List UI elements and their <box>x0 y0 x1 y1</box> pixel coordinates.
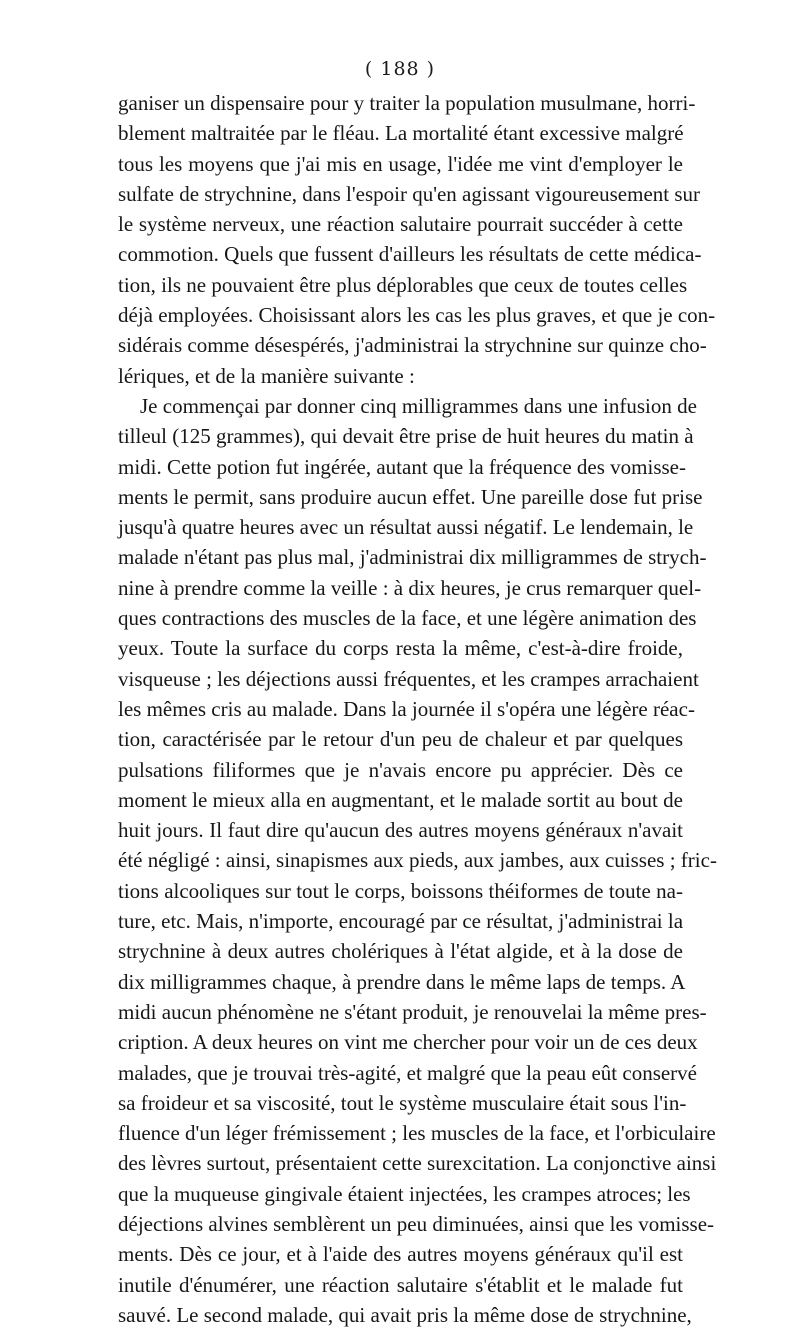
text-line: dix milligrammes chaque, à prendre dans le même laps de temps. A <box>118 969 686 994</box>
text-line: malades, que je trouvai très-agité, et malgré que la peau eût conservé <box>118 1060 697 1085</box>
text-line: sulfate de strychnine, dans l'espoir qu'en agissant vigoureusement sur <box>118 181 701 206</box>
text-line: lériques, et de la manière suivante : <box>118 363 415 388</box>
text-line: moment le mieux alla en augmentant, et le malade sortit au bout de <box>118 787 683 812</box>
text-line: tion, ils ne pouvaient être plus déplorables que ceux de toutes celles <box>118 272 688 297</box>
text-line: pulsations filiformes que je n'avais encore pu apprécier. Dès ce <box>118 757 683 782</box>
text-line: commotion. Quels que fussent d'ailleurs les résultats de cette médica- <box>118 242 702 267</box>
text-line: tions alcooliques sur tout le corps, boissons théiformes de toute na- <box>118 878 683 903</box>
text-line: jusqu'à quatre heures avec un résultat aussi négatif. Le lendemain, le <box>118 515 694 540</box>
text-line: été négligé : ainsi, sinapismes aux pieds, aux jambes, aux cuisses ; fric- <box>118 848 717 873</box>
text-line: fluence d'un léger frémissement ; les muscles de la face, et l'orbiculaire <box>118 1121 716 1146</box>
text-line: yeux. Toute la surface du corps resta la même, c'est-à-dire froide, <box>118 636 683 661</box>
text-line: strychnine à deux autres cholériques à l'état algide, et à la dose de <box>118 939 683 964</box>
body-text <box>118 88 717 1330</box>
text-line: ganiser un dispensaire pour y traiter la population musulmane, horri- <box>118 91 696 115</box>
text-line: tous les moyens que j'ai mis en usage, l'idée me vint d'employer le <box>118 151 683 176</box>
text-line: visqueuse ; les déjections aussi fréquentes, et les crampes arrachaient <box>118 666 699 691</box>
text-line: blement maltraitée par le fléau. La mortalité étant excessive malgré <box>118 121 684 146</box>
text-line: le système nerveux, une réaction salutaire pourrait succéder à cette <box>118 212 683 237</box>
text-line: sidérais comme désespérés, j'administrai la strychnine sur quinze cho- <box>118 333 707 358</box>
text-line: que la muqueuse gingivale étaient injectées, les crampes atroces; les <box>118 1181 691 1206</box>
text-line: les mêmes cris au malade. Dans la journée il s'opéra une légère réac- <box>118 696 695 721</box>
text-line: Je commençai par donner cinq milligrammes dans une infusion de <box>140 393 697 418</box>
text-line: ture, etc. Mais, n'importe, encouragé par ce résultat, j'administrai la <box>118 909 684 934</box>
text-line: tion, caractérisée par le retour d'un peu de chaleur et par quelques <box>118 727 683 752</box>
text-line: sauvé. Le second malade, qui avait pris la même dose de strychnine, <box>118 1302 692 1327</box>
text-line: tilleul (125 grammes), qui devait être prise de huit heures du matin à <box>118 424 694 449</box>
text-line: nine à prendre comme la veille : à dix heures, je crus remarquer quel- <box>118 575 702 600</box>
text-line: déjections alvines semblèrent un peu diminuées, ainsi que les vomisse- <box>118 1211 715 1236</box>
text-line: déjà employées. Choisissant alors les cas les plus graves, et que je con- <box>118 303 716 328</box>
text-line: cription. A deux heures on vint me chercher pour voir un de ces deux <box>118 1030 698 1055</box>
text-line: ments le permit, sans produire aucun effet. Une pareille dose fut prise <box>118 484 703 509</box>
page-number: ( 188 ) <box>364 58 436 80</box>
text-line: des lèvres surtout, présentaient cette surexcitation. La conjonctive ainsi <box>118 1151 717 1176</box>
text-line: midi. Cette potion fut ingérée, autant que la fréquence des vomisse- <box>118 454 686 479</box>
text-line: inutile d'énumérer, une réaction salutaire s'établit et le malade fut <box>118 1272 683 1297</box>
text-line: midi aucun phénomène ne s'étant produit, je renouvelai la même pres- <box>118 999 707 1024</box>
text-line: sa froideur et sa viscosité, tout le système musculaire était sous l'in- <box>118 1090 687 1115</box>
text-line: ments. Dès ce jour, et à l'aide des autres moyens généraux qu'il est <box>118 1242 683 1267</box>
text-line: ques contractions des muscles de la face, et une légère animation des <box>118 606 697 631</box>
text-line: huit jours. Il faut dire qu'aucun des autres moyens généraux n'avait <box>118 818 683 843</box>
text-line: malade n'étant pas plus mal, j'administrai dix milligrammes de strych- <box>118 545 707 570</box>
